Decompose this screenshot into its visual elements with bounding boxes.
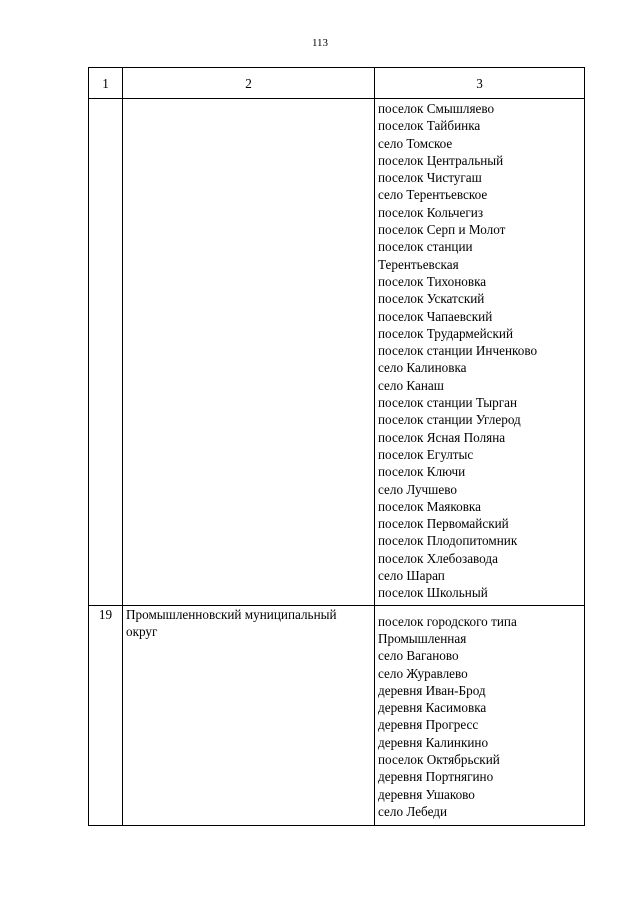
settlement-name: деревня Портнягино: [378, 769, 494, 785]
settlement-name: поселок Серп и Молот: [378, 222, 506, 238]
settlement-name: деревня Ушаково: [378, 786, 475, 802]
settlement-name: поселок Маяковка: [378, 498, 481, 514]
header-row: [89, 68, 585, 99]
settlement-name: поселок Ясная Поляна: [378, 429, 506, 445]
column-header-3: 3: [375, 68, 585, 99]
settlement-name: деревня Калинкино: [378, 734, 489, 750]
column-header-1: 1: [89, 68, 123, 99]
settlement-name: поселок Ускатский: [378, 291, 485, 307]
settlement-name: поселок Школьный: [378, 585, 488, 601]
settlement-name: село Ваганово: [378, 648, 459, 664]
settlement-name: село Канаш: [378, 377, 444, 393]
district-name-cell: [123, 99, 375, 606]
table-row: [89, 99, 585, 606]
row-number-cell: 19: [89, 605, 123, 826]
settlement-name: поселок Чистугаш: [378, 170, 482, 186]
row-number-cell: [89, 99, 123, 606]
settlement-name: поселок Чапаевский: [378, 308, 493, 324]
settlements-table: [88, 67, 585, 826]
settlement-name: село Терентьевское: [378, 187, 488, 203]
settlement-name: поселок Смышляево: [378, 101, 495, 116]
settlements-cell: [375, 99, 585, 606]
settlement-name: поселок Тайбинка: [378, 118, 481, 134]
settlement-name: село Лучшево: [378, 481, 457, 497]
settlement-name: поселок Хлебозавода: [378, 550, 498, 566]
settlement-name: поселок городского типа: [378, 613, 517, 629]
settlement-name: поселок Первомайский: [378, 516, 509, 532]
settlement-name: деревня Прогресс: [378, 717, 479, 733]
settlement-name: село Томское: [378, 135, 453, 151]
settlement-name: село Лебеди: [378, 803, 448, 819]
settlement-name: поселок станции Углерод: [378, 412, 521, 428]
settlement-name: поселок Центральный: [378, 152, 504, 168]
settlement-name: село Журавлево: [378, 665, 468, 681]
district-name-cell: Промышленновский муниципальный округ: [123, 605, 375, 826]
settlement-name: поселок станции Тырган: [378, 395, 518, 411]
settlement-name: поселок Ключи: [378, 464, 466, 480]
column-header-2: 2: [123, 68, 375, 99]
table-row: [89, 605, 585, 826]
settlement-name: Промышленная: [378, 630, 467, 646]
settlement-name: деревня Касимовка: [378, 700, 487, 716]
settlement-name: поселок Тихоновка: [378, 273, 487, 289]
settlement-name: поселок Октябрьский: [378, 751, 500, 767]
settlement-name: село Шарап: [378, 568, 445, 584]
settlement-name: деревня Иван-Брод: [378, 682, 486, 698]
settlement-name: село Калиновка: [378, 360, 467, 376]
settlement-name: поселок Трудармейский: [378, 325, 514, 341]
settlements-cell: [375, 605, 585, 826]
settlement-name: поселок Плодопитомник: [378, 533, 518, 549]
page-number: 113: [311, 37, 329, 49]
settlement-name: поселок станции: [378, 239, 473, 255]
settlement-name: поселок Кольчегиз: [378, 204, 484, 220]
settlement-name: поселок станции Инченково: [378, 343, 538, 359]
table-body: [89, 99, 585, 826]
settlement-name: Терентьевская: [378, 256, 459, 272]
table-header: [89, 68, 585, 99]
settlement-name: поселок Егултыс: [378, 446, 474, 462]
